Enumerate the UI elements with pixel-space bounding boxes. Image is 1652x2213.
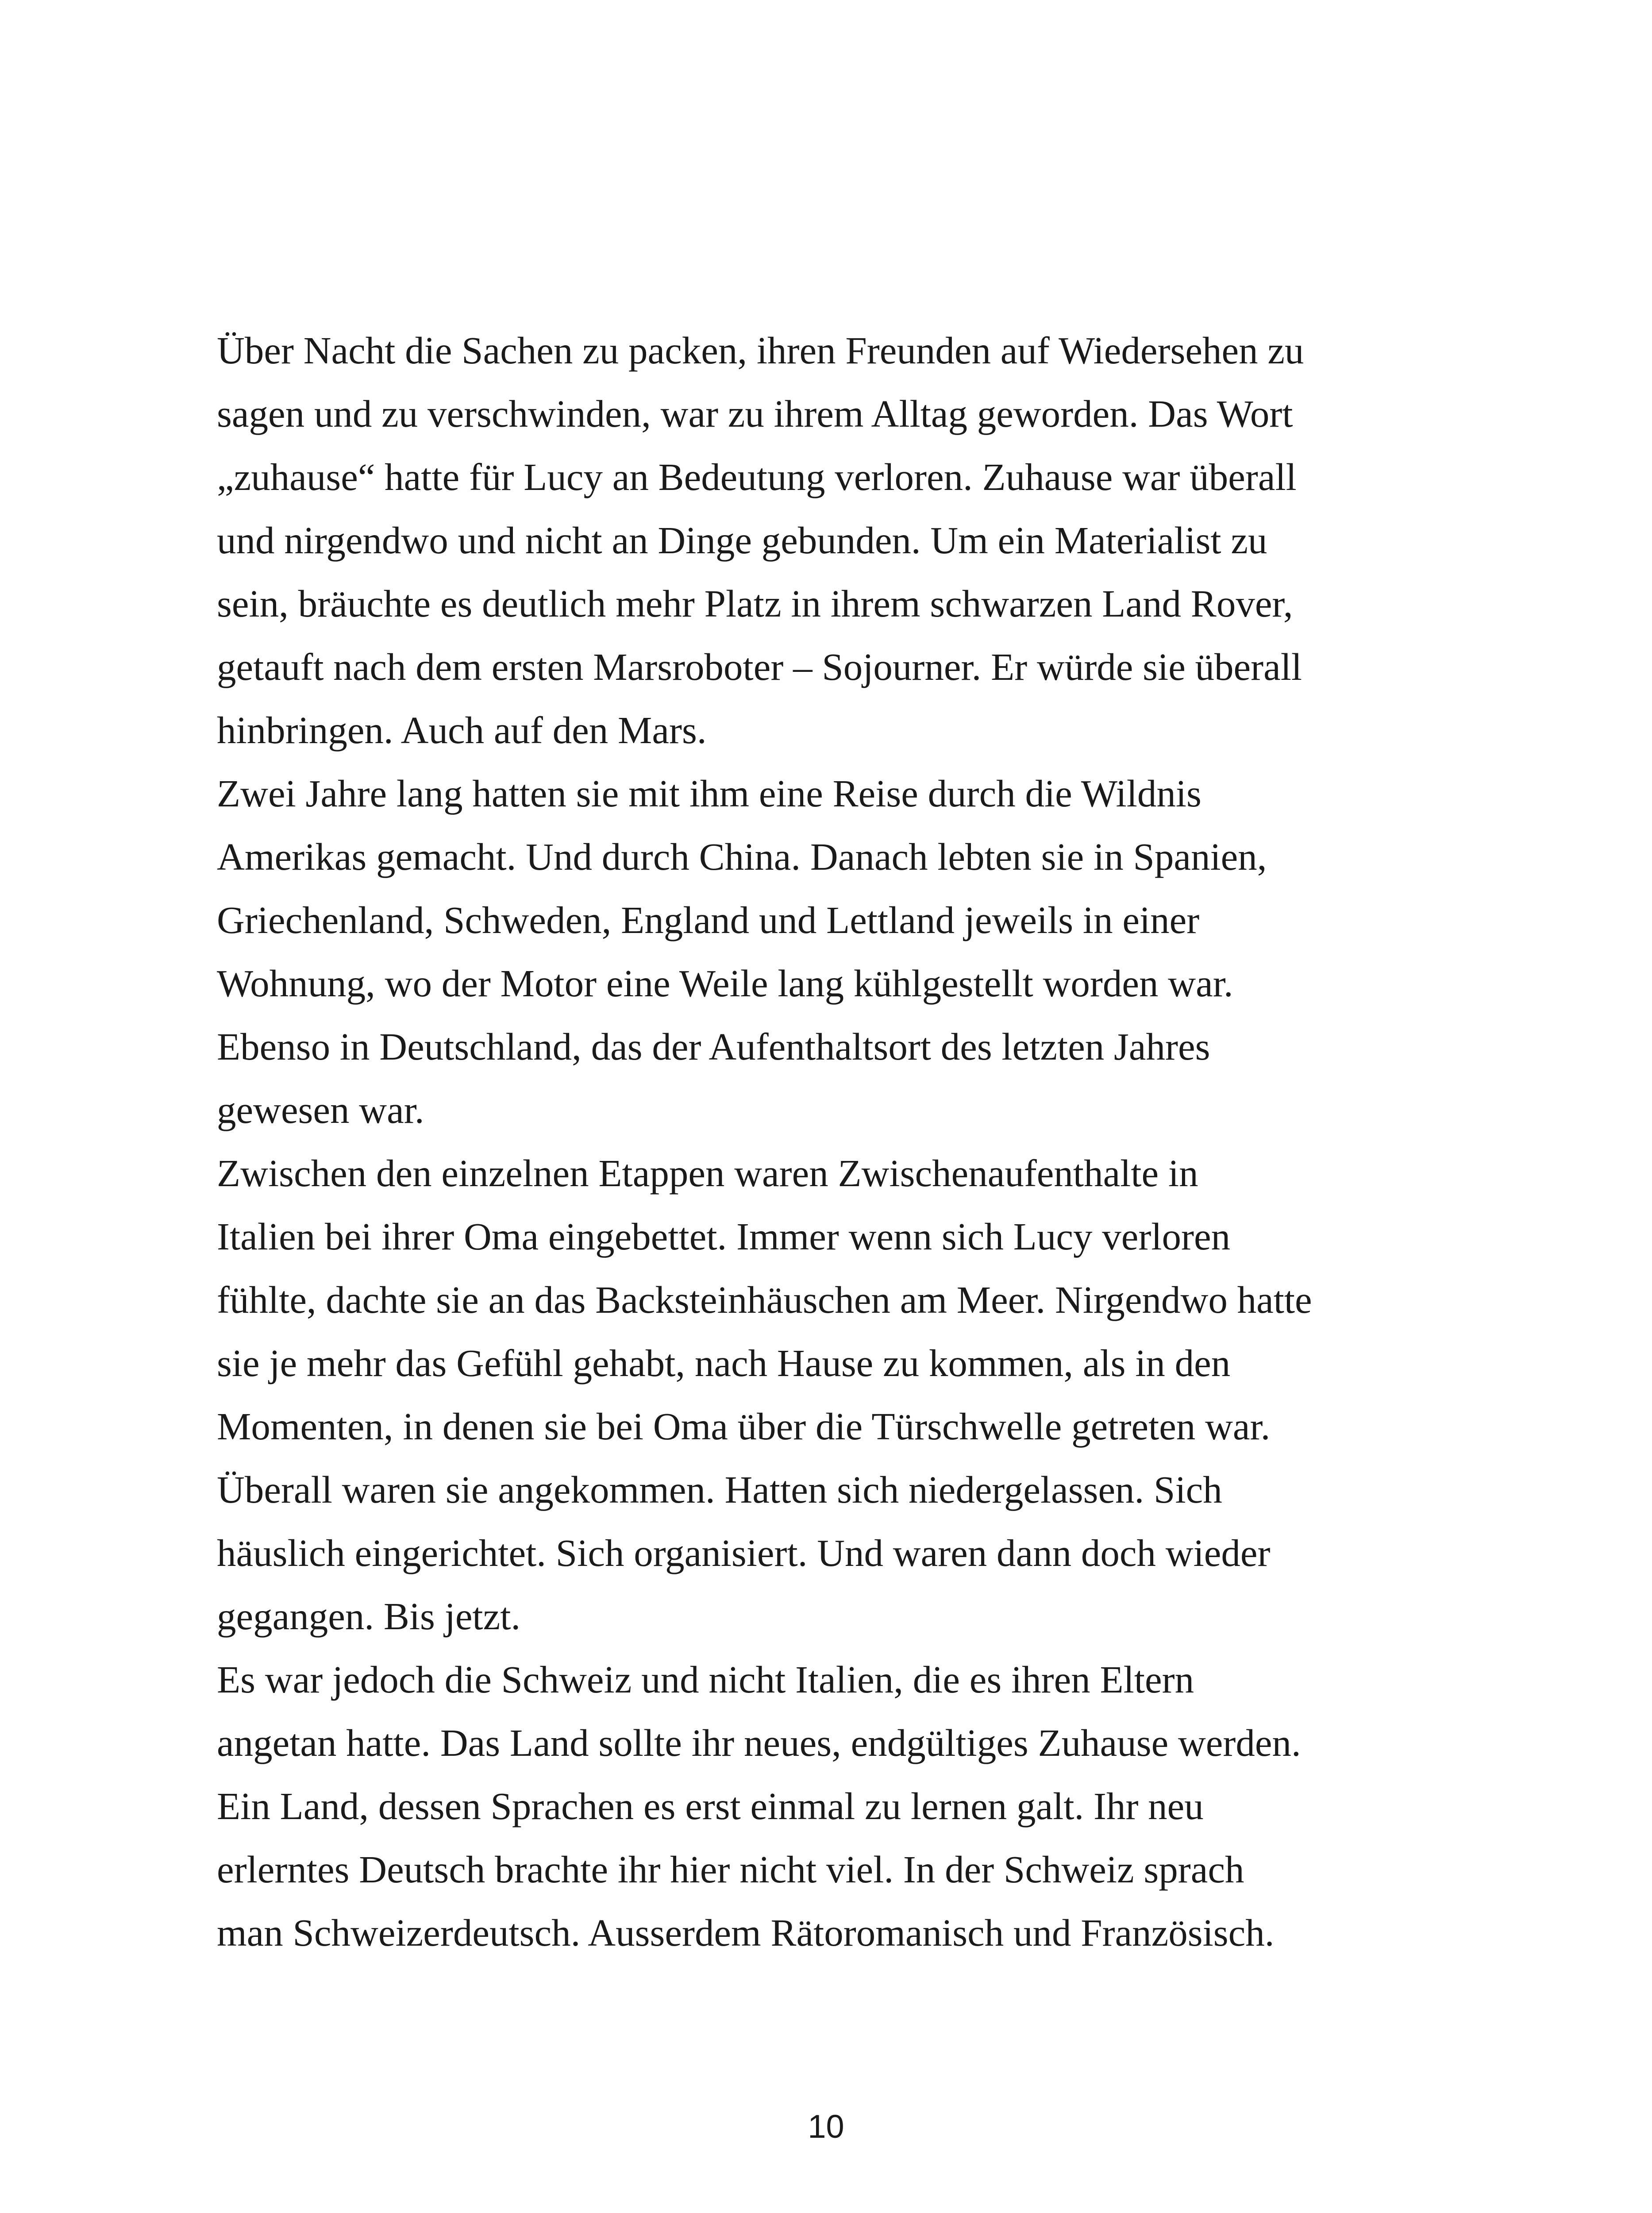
text-line: Wohnung, wo der Motor eine Weile lang kühlgestellt worden war.	[217, 962, 1233, 1005]
text-line: Griechenland, Schweden, England und Lettland jeweils in einer	[217, 898, 1200, 941]
text-line: sagen und zu verschwinden, war zu ihrem Alltag geworden. Das Wort	[217, 392, 1293, 435]
text-line: hinbringen. Auch auf den Mars.	[217, 709, 707, 752]
text-line: Es war jedoch die Schweiz und nicht Italien, die es ihren Eltern	[217, 1658, 1194, 1701]
text-line: Zwischen den einzelnen Etappen waren Zwischenaufenthalte in	[217, 1152, 1198, 1195]
text-line: getauft nach dem ersten Marsroboter – Sojourner. Er würde sie überall	[217, 645, 1302, 688]
text-line: häuslich eingerichtet. Sich organisiert. Und waren dann doch wieder	[217, 1531, 1271, 1574]
text-line: „zuhause“ hatte für Lucy an Bedeutung verloren. Zuhause war überall	[217, 455, 1297, 498]
text-line: Amerikas gemacht. Und durch China. Danach lebten sie in Spanien,	[217, 835, 1267, 878]
text-line: fühlte, dachte sie an das Backsteinhäuschen am Meer. Nirgendwo hatte	[217, 1278, 1312, 1321]
text-line: sie je mehr das Gefühl gehabt, nach Hause zu kommen, als in den	[217, 1342, 1231, 1384]
text-line: erlerntes Deutsch brachte ihr hier nicht viel. In der Schweiz sprach	[217, 1848, 1244, 1891]
body-text	[217, 319, 1483, 1964]
text-line: angetan hatte. Das Land sollte ihr neues, endgültiges Zuhause werden.	[217, 1721, 1301, 1764]
text-line: Ebenso in Deutschland, das der Aufenthaltsort des letzten Jahres	[217, 1025, 1210, 1068]
text-line: sein, bräuchte es deutlich mehr Platz in ihrem schwarzen Land Rover,	[217, 582, 1293, 625]
text-line: Zwei Jahre lang hatten sie mit ihm eine Reise durch die Wildnis	[217, 772, 1201, 815]
text-line: gewesen war.	[217, 1088, 424, 1131]
page-number: 10	[808, 2108, 844, 2145]
text-line: Momenten, in denen sie bei Oma über die Türschwelle getreten war.	[217, 1405, 1271, 1448]
text-line: und nirgendwo und nicht an Dinge gebunden. Um ein Materialist zu	[217, 519, 1267, 562]
text-line: man Schweizerdeutsch. Ausserdem Rätoromanisch und Französisch.	[217, 1911, 1275, 1954]
text-line: Italien bei ihrer Oma eingebettet. Immer wenn sich Lucy verloren	[217, 1215, 1231, 1258]
text-line: gegangen. Bis jetzt.	[217, 1595, 521, 1638]
text-line: Über Nacht die Sachen zu packen, ihren Freunden auf Wiedersehen zu	[217, 329, 1304, 372]
text-line: Überall waren sie angekommen. Hatten sich niedergelassen. Sich	[217, 1468, 1222, 1511]
text-line: Ein Land, dessen Sprachen es erst einmal zu lernen galt. Ihr neu	[217, 1785, 1204, 1827]
